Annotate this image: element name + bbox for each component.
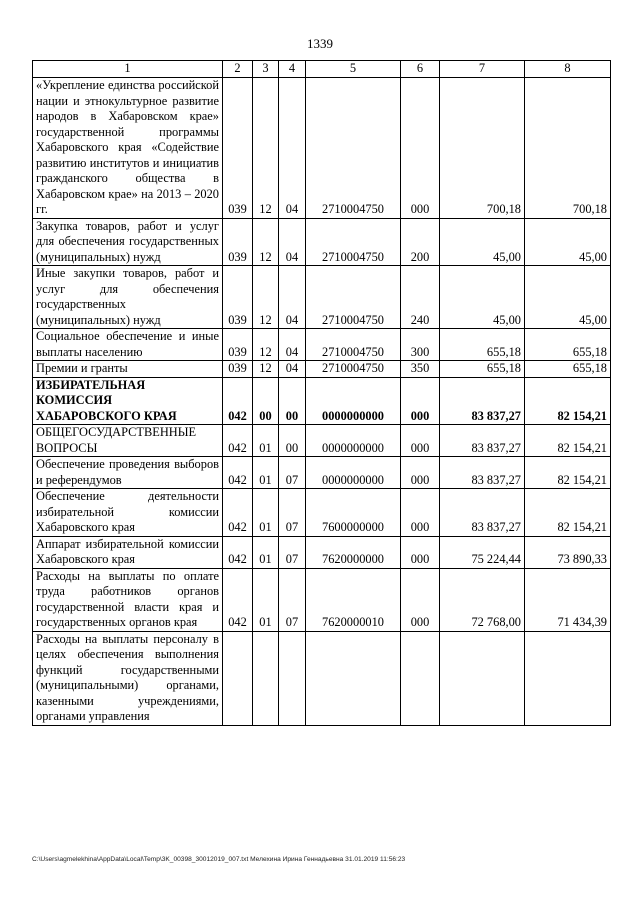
cell-c4: 07 <box>279 489 306 537</box>
page-number: 1339 <box>307 36 333 51</box>
table-row <box>33 78 611 219</box>
table-row <box>33 631 611 725</box>
cell-c7: 83 837,27 <box>440 489 525 537</box>
row-name: Обеспечение деятельности избирательной комиссии Хабаровского края <box>33 489 223 537</box>
cell-c2: 039 <box>223 266 253 329</box>
header-col-3: 3 <box>253 61 279 78</box>
cell-c4: 04 <box>279 78 306 219</box>
cell-c5: 2710004750 <box>306 218 401 266</box>
row-name: Расходы на выплаты по оплате труда работников органов государственной власти края и государственных органов края <box>33 568 223 631</box>
cell-c5: 2710004750 <box>306 329 401 361</box>
cell-c5: 7620000010 <box>306 568 401 631</box>
cell-c6: 000 <box>401 425 440 457</box>
cell-c4: 04 <box>279 361 306 378</box>
header-col-4: 4 <box>279 61 306 78</box>
cell-c8: 71 434,39 <box>525 568 611 631</box>
cell-c8 <box>525 631 611 725</box>
cell-c7: 72 768,00 <box>440 568 525 631</box>
cell-c4: 07 <box>279 568 306 631</box>
cell-c2: 039 <box>223 361 253 378</box>
cell-c4: 00 <box>279 377 306 425</box>
cell-c7 <box>440 631 525 725</box>
cell-c8: 45,00 <box>525 218 611 266</box>
header-col-2: 2 <box>223 61 253 78</box>
cell-c7: 700,18 <box>440 78 525 219</box>
cell-c5: 7620000000 <box>306 536 401 568</box>
cell-c4: 07 <box>279 457 306 489</box>
cell-c5: 7600000000 <box>306 489 401 537</box>
cell-c5 <box>306 631 401 725</box>
cell-c6: 000 <box>401 377 440 425</box>
table-row <box>33 266 611 329</box>
cell-c8: 700,18 <box>525 78 611 219</box>
table-row <box>33 568 611 631</box>
header-col-5: 5 <box>306 61 401 78</box>
cell-c7: 655,18 <box>440 361 525 378</box>
cell-c5: 0000000000 <box>306 425 401 457</box>
cell-c7: 75 224,44 <box>440 536 525 568</box>
row-name: Расходы на выплаты персоналу в целях обеспечения выполнения функций государственными (муниципальными) органами, казенными учреждениями, органами управления <box>33 631 223 725</box>
cell-c7: 83 837,27 <box>440 457 525 489</box>
cell-c2: 039 <box>223 329 253 361</box>
cell-c4: 04 <box>279 329 306 361</box>
row-name: Аппарат избирательной комиссии Хабаровского края <box>33 536 223 568</box>
cell-c4 <box>279 631 306 725</box>
cell-c2: 042 <box>223 377 253 425</box>
cell-c2: 039 <box>223 218 253 266</box>
row-name: Закупка товаров, работ и услуг для обеспечения государственных (муниципальных) нужд <box>33 218 223 266</box>
cell-c3 <box>253 631 279 725</box>
table-row <box>33 457 611 489</box>
cell-c3: 01 <box>253 425 279 457</box>
cell-c6: 200 <box>401 218 440 266</box>
cell-c3: 12 <box>253 266 279 329</box>
header-col-8: 8 <box>525 61 611 78</box>
table-row <box>33 329 611 361</box>
cell-c3: 01 <box>253 536 279 568</box>
cell-c3: 12 <box>253 218 279 266</box>
cell-c2: 042 <box>223 457 253 489</box>
cell-c8: 655,18 <box>525 361 611 378</box>
header-col-6: 6 <box>401 61 440 78</box>
cell-c7: 45,00 <box>440 266 525 329</box>
cell-c7: 45,00 <box>440 218 525 266</box>
cell-c4: 00 <box>279 425 306 457</box>
cell-c3: 12 <box>253 78 279 219</box>
cell-c5: 2710004750 <box>306 361 401 378</box>
row-name: ИЗБИРАТЕЛЬНАЯ КОМИССИЯ ХАБАРОВСКОГО КРАЯ <box>33 377 223 425</box>
cell-c6: 000 <box>401 78 440 219</box>
cell-c2: 042 <box>223 536 253 568</box>
cell-c8: 82 154,21 <box>525 457 611 489</box>
table-row <box>33 218 611 266</box>
cell-c6: 240 <box>401 266 440 329</box>
budget-table <box>32 60 611 726</box>
header-col-7: 7 <box>440 61 525 78</box>
cell-c3: 12 <box>253 361 279 378</box>
table-row <box>33 536 611 568</box>
table-row <box>33 425 611 457</box>
cell-c8: 82 154,21 <box>525 489 611 537</box>
cell-c3: 01 <box>253 568 279 631</box>
table-row <box>33 361 611 378</box>
cell-c5: 0000000000 <box>306 377 401 425</box>
table-row <box>33 489 611 537</box>
table-row <box>33 377 611 425</box>
cell-c3: 00 <box>253 377 279 425</box>
header-col-1: 1 <box>33 61 223 78</box>
cell-c4: 04 <box>279 266 306 329</box>
cell-c5: 2710004750 <box>306 266 401 329</box>
cell-c7: 83 837,27 <box>440 377 525 425</box>
cell-c4: 07 <box>279 536 306 568</box>
row-name: Премии и гранты <box>33 361 223 378</box>
cell-c6: 300 <box>401 329 440 361</box>
cell-c7: 83 837,27 <box>440 425 525 457</box>
cell-c8: 82 154,21 <box>525 377 611 425</box>
cell-c6: 000 <box>401 536 440 568</box>
row-name: Иные закупки товаров, работ и услуг для обеспечения государственных (муниципальных) нужд <box>33 266 223 329</box>
cell-c8: 655,18 <box>525 329 611 361</box>
cell-c5: 2710004750 <box>306 78 401 219</box>
cell-c3: 01 <box>253 457 279 489</box>
cell-c6: 000 <box>401 568 440 631</box>
cell-c2: 039 <box>223 78 253 219</box>
cell-c2: 042 <box>223 489 253 537</box>
cell-c4: 04 <box>279 218 306 266</box>
cell-c8: 45,00 <box>525 266 611 329</box>
cell-c3: 01 <box>253 489 279 537</box>
cell-c2: 042 <box>223 425 253 457</box>
cell-c2: 042 <box>223 568 253 631</box>
cell-c6: 350 <box>401 361 440 378</box>
file-path-footer: C:\Users\agmelekhina\AppData\Local\Temp\3K_00398_30012019_007.txt Мелехина Ирина Геннадьевна 31.01.2019 11:56:23 <box>32 856 406 863</box>
cell-c2 <box>223 631 253 725</box>
cell-c7: 655,18 <box>440 329 525 361</box>
row-name: Обеспечение проведения выборов и референдумов <box>33 457 223 489</box>
cell-c8: 82 154,21 <box>525 425 611 457</box>
cell-c5: 0000000000 <box>306 457 401 489</box>
row-name: Социальное обеспечение и иные выплаты населению <box>33 329 223 361</box>
cell-c8: 73 890,33 <box>525 536 611 568</box>
row-name: «Укрепление единства российской нации и этнокультурное развитие народов в Хабаровском крае» государственной программы Хабаровского края «Содействие развитию институтов и инициатив гражданского общества в Хабаровском крае» на 2013 – 2020 гг. <box>33 78 223 219</box>
cell-c6: 000 <box>401 457 440 489</box>
cell-c3: 12 <box>253 329 279 361</box>
cell-c6: 000 <box>401 489 440 537</box>
row-name: ОБЩЕГОСУДАРСТВЕННЫЕ ВОПРОСЫ <box>33 425 223 457</box>
header-row <box>33 61 611 78</box>
cell-c6 <box>401 631 440 725</box>
